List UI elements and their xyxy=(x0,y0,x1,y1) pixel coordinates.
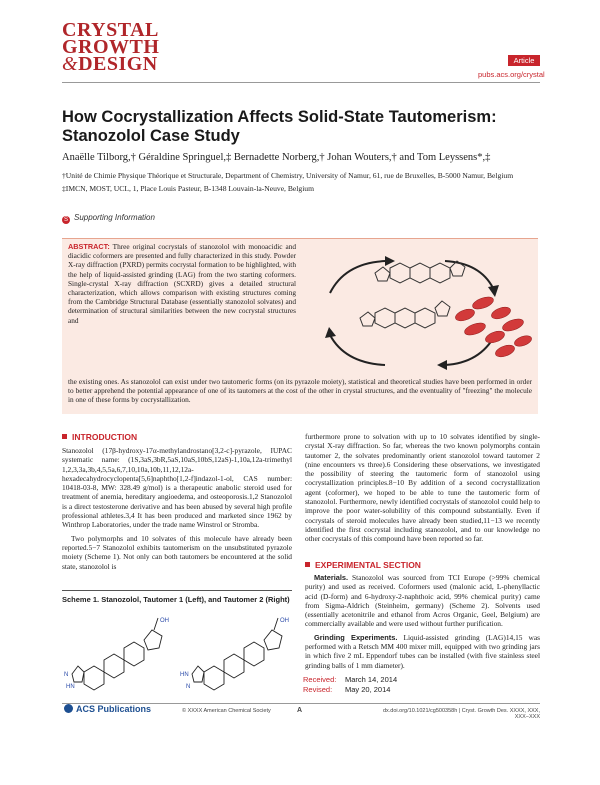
copyright-text: © XXXX American Chemical Society xyxy=(182,708,271,714)
svg-text:OH: OH xyxy=(160,618,169,624)
page-letter: A xyxy=(297,707,303,714)
svg-text:N: N xyxy=(64,672,69,678)
revised-value: May 20, 2014 xyxy=(345,685,391,694)
logo-growth-text: GROWTH xyxy=(62,36,160,58)
supporting-info-link[interactable] xyxy=(62,213,155,224)
intro-text xyxy=(62,446,292,575)
toc-arrow-bottom-left xyxy=(330,335,385,365)
svg-text:HN: HN xyxy=(180,672,189,678)
abstract-body-1: Three original cocrystals of stanozolol with monoacidic and diacidic coformers are presented and fully characterized in this study. Powder X-ray diffraction (PXRD) permits cocrystal formation to be highlighted, with the help of liquid-assisted grinding (LAG) from the two starting coformers. Single-crystal X-ray diffraction (SCXRD) gives a detailed structural characterization, which allows comparison with existing structures coming from the Cambridge Structural Database (essentially stanozolol solvates) and determination of structural similarities between the new cocrystal structures and xyxy=(68,242,296,325)
right-paragraph-1: furthermore prone to solvation with up to 10 solvates identified by single-crystal X-ray diffraction. So far, whereas the two known polymorphs contain tautomer 2, the solvates predominantly orient stanozolol toward tautomer 2 (nine encounters vs three).6 Considering these observations, we investigated the possibility of steering the tautomeric form of stanozolol using cocrystallization principles.8−10 By addition of a second cocrystallization agent (coformer), we hoped to be able to tune the tautomeric form of stanozolol. Furthermore, newly identified cocrystals of stanozolol could help to improve the poor water-solubility of this compound substantially. Even if cocrystals of steroid molecules have already been studied,11−13 we recently identified the first cocrystal including stanozolol, and to our knowledge no other cocrystals of this compound have been reported so far. xyxy=(305,432,541,544)
scheme-divider xyxy=(62,590,292,591)
intro-paragraph-2: Two polymorphs and 10 solvates of this molecule have already been reported.5−7 Stanozolol exhibits tautomerism on the unsubstituted pyrazole moiety (Scheme 1). Not only can both tautomers be encountered at the solid state, stanozolol is xyxy=(62,533,292,571)
experimental-text xyxy=(305,573,540,674)
supporting-info-label: Supporting Information xyxy=(74,213,155,222)
header-divider xyxy=(62,82,540,83)
affiliation-2: ‡IMCN, MOST, UCL, 1, Place Louis Pasteur, B-1348 Louvain-la-Neuve, Belgium xyxy=(62,184,315,193)
materials-paragraph xyxy=(305,573,540,629)
revised-label: Revised: xyxy=(303,685,333,694)
received-label: Received: xyxy=(303,675,337,684)
logo-line-crystal: CRYSTAL xyxy=(62,19,159,41)
author-list: Anaëlle Tilborg,† Géraldine Springuel,‡ Bernadette Norberg,† Johan Wouters,† and Tom Leyssens*,‡ xyxy=(62,152,491,163)
received-date xyxy=(303,675,397,685)
affiliations xyxy=(62,171,542,197)
toc-arrowhead-2 xyxy=(488,285,499,297)
experimental-heading-label: EXPERIMENTAL SECTION xyxy=(315,560,421,570)
revised-date xyxy=(303,685,397,695)
logo-line-design xyxy=(62,53,222,75)
journal-logo xyxy=(62,19,222,75)
materials-body: Stanozolol was sourced from TCI Europe (>99% chemical purity) and used as received. Coformers used (malonic acid, L-phenyllactic acid (D-form) and 6-hydroxy-2-naphthoic acid, 99% chemical purity) came from Sigma-Aldrich (Steinheim, germany) (Scheme 2). Solvents used (essentially acetonitrile and ethanol from Acros Organic, Geel, Belgium) are commercially available and were used without further purification. xyxy=(305,573,540,629)
journal-url-link[interactable]: pubs.acs.org/crystal xyxy=(478,70,545,79)
tautomer-1-labels xyxy=(64,618,169,690)
intro-paragraph-1: Stanozolol (17β-hydroxy-17α-methylandrostano[3,2-c]-pyrazole, IUPAC systematic name: (1S,3aS,3bR,5aS,10aS,10bS,12aS)-1,10a,12a-trimethyl 1,2,3,3a,3b,4,5,5a,6,7,10,10a,10b,11,12,12a-hexadecahydrocyclopenta[5,6]naphtho[1,2-f]indazol-1-ol, CAS number: 10418-03-8, MW: 328.49 g/mol) is a therapeutic anabolic steroid used for treatment of anemia, hereditary angioedema, and osteoporosis.1,2 Stanozolol is a direct testosterone derivative and has been abused by several high profile professional athletes.3,4 It has been produced and marketed since 1962 by Winthrop Laboratories, under the trade name Winstrol or Stromba. xyxy=(62,446,292,530)
section-marker-icon xyxy=(62,434,67,439)
section-marker-icon xyxy=(305,562,310,567)
scheme-1-structures xyxy=(62,612,292,694)
toc-packing-blobs xyxy=(454,295,533,360)
acs-logo-icon xyxy=(64,704,73,713)
date-block xyxy=(303,675,397,695)
svg-text:N: N xyxy=(186,684,191,690)
acs-logo-text: ACS Publications xyxy=(76,704,152,714)
toc-arrowhead-1 xyxy=(385,256,395,266)
toc-arrowhead-3 xyxy=(437,360,447,370)
affiliation-1: †Unité de Chimie Physique Théorique et Structurale, Department of Chemistry, University of Namur, 61, rue de Bruxelles, B-5000 Namur, Belgium xyxy=(62,171,514,180)
acs-publications-logo[interactable] xyxy=(64,704,151,714)
toc-graphic xyxy=(305,243,535,373)
right-column-text xyxy=(305,432,540,548)
tautomer-2-structure xyxy=(192,618,282,690)
intro-heading xyxy=(62,432,137,442)
abstract-text-part2: the existing ones. As stanozolol can exist under two tautomeric forms (on its pyrazole moiety), statistical and theoretical studies have been performed in order to better apprehend the potential appearance of one of its tautomers at the cost of the other in crystal structures, and the eventuality of "freezing" the molecule in one of these forms by cocrystallization. xyxy=(68,377,532,405)
toc-molecule-center xyxy=(360,301,450,328)
received-value: March 14, 2014 xyxy=(345,675,398,684)
materials-label: Materials. xyxy=(314,573,349,582)
svg-text:OH: OH xyxy=(280,618,289,624)
grinding-body: Liquid-assisted grinding (LAG)14,15 was performed with a Retsch MM 400 mixer mill, equipped with two grinding jars in which five 2 mL Eppendorf tubes can be installed (with five stainless steel grinding balls of 1 mm diameter). xyxy=(305,632,540,670)
toc-molecule-top xyxy=(375,261,465,283)
svg-text:HN: HN xyxy=(66,684,75,690)
grinding-label: Grinding Experiments. xyxy=(314,632,398,642)
abstract-label: ABSTRACT: xyxy=(68,242,110,251)
supporting-info-icon: S xyxy=(63,217,68,223)
scheme-1-caption: Scheme 1. Stanozolol, Tautomer 1 (Left), and Tautomer 2 (Right) xyxy=(62,595,290,604)
article-title: How Cocrystallization Affects Solid-State Tautomerism: Stanozolol Case Study xyxy=(62,108,497,145)
intro-heading-label: INTRODUCTION xyxy=(72,432,138,442)
logo-design-text: DESIGN xyxy=(78,53,158,75)
toc-arrowhead-4 xyxy=(325,327,336,338)
grinding-paragraph xyxy=(305,633,540,670)
logo-ampersand: & xyxy=(62,53,79,75)
experimental-heading xyxy=(305,560,421,570)
tautomer-1-structure xyxy=(72,618,162,690)
doi-text[interactable]: dx.doi.org/10.1021/cg500358h | Cryst. Growth Des. XXXX, XXX, XXX−XXX xyxy=(382,708,540,720)
article-type-badge: Article xyxy=(508,55,540,66)
abstract-text-part1 xyxy=(68,242,296,325)
